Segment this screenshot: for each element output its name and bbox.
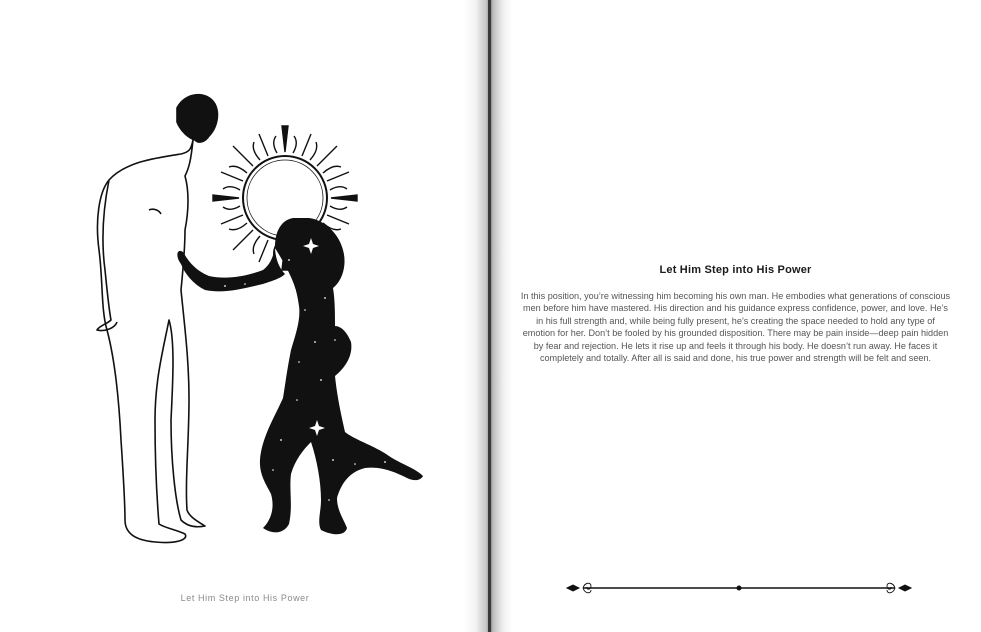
illustration-couple-with-sun xyxy=(85,80,430,550)
gutter-shadow-left xyxy=(464,0,490,632)
body-paragraph: In this position, you’re witnessing him becoming his own man. He embodies what generations of conscious men before him have mastered. His direction and his guidance express confidence, power, and love. He’s in his full strength and, while being fully present, he’s creating the space needed to hold any type of emotion for her. Don’t be fooled by his grounded disposition. There may be pain inside—deep pain hidden by fear and rejection. He lets it rise up and feels it through his body. He doesn’t run away. He faces it completely and totally. After all is said and done, his true power and strength will be felt and seen. xyxy=(520,291,951,364)
book-spine xyxy=(488,0,491,632)
standing-man-figure xyxy=(97,95,217,543)
kneeling-woman-figure xyxy=(177,218,423,534)
section-heading: Let Him Step into His Power xyxy=(659,264,812,276)
ornamental-divider-icon xyxy=(565,578,913,598)
right-page xyxy=(490,0,981,632)
gutter-shadow-right xyxy=(490,0,512,632)
image-caption: Let Him Step into His Power xyxy=(180,593,310,603)
left-page xyxy=(0,0,490,632)
